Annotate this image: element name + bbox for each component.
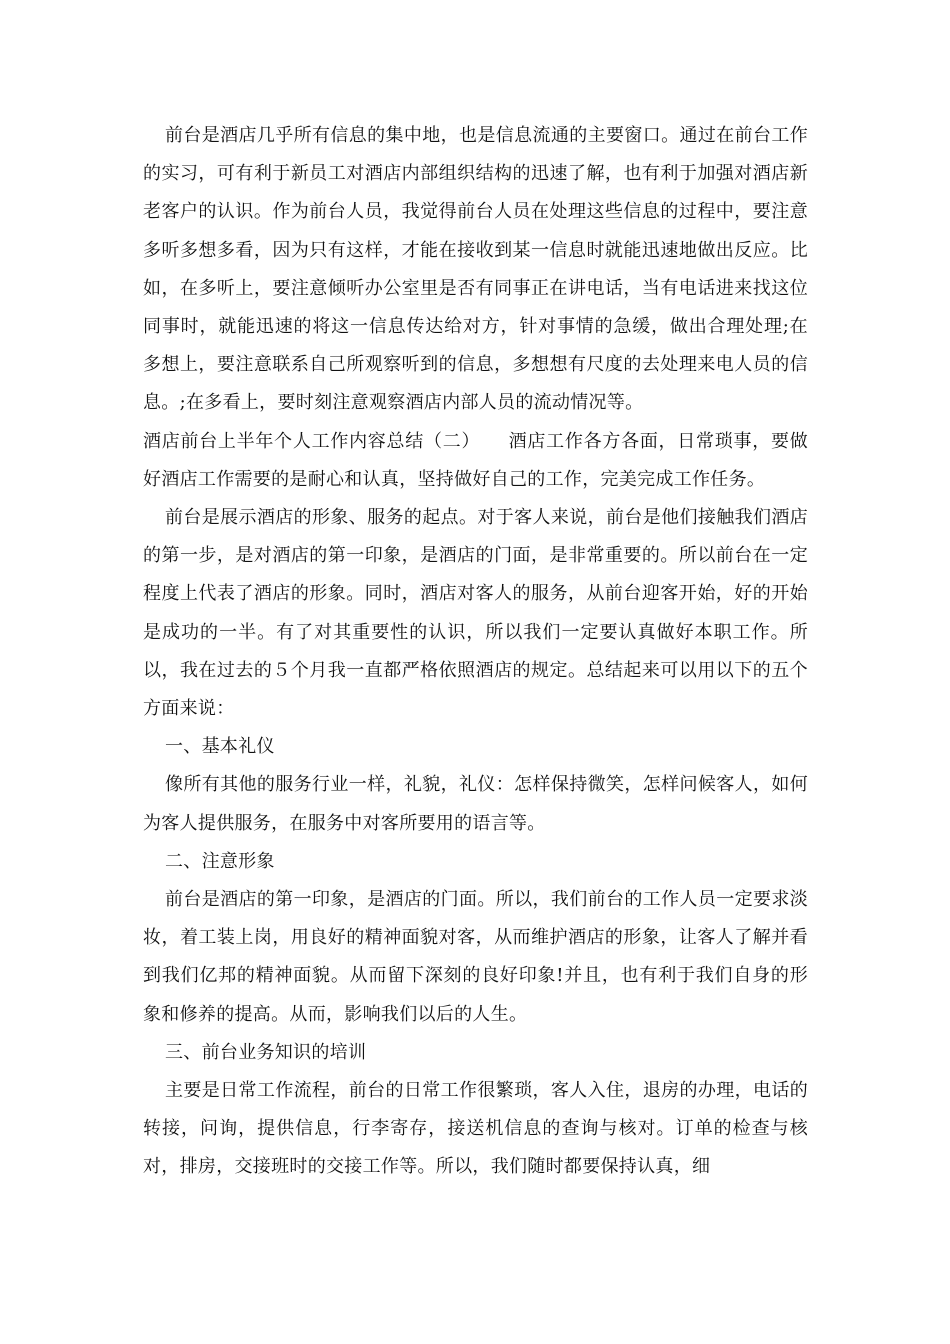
paragraph-appearance: 前台是酒店的第一印象，是酒店的门面。所以，我们前台的工作人员一定要求淡妆，着工装上岗，用良好的精神面貌对客，从而维护酒店的形象，让客人了解并看到我们亿邦的精神面貌。从而留下深刻的良好印象!并且，也有利于我们自身的形象和修养的提高。从而，影响我们以后的人生。	[143, 889, 808, 1025]
heading-appearance: 二、注意形象	[165, 850, 275, 872]
document-body	[143, 117, 808, 1187]
paragraph-business-training: 主要是日常工作流程，前台的日常工作很繁琐，客人入住，退房的办理，电话的转接，问询，提供信息，行李寄存，接送机信息的查询与核对。订单的检查与核对，排房，交接班时的交接工作等。所以，我们随时都要保持认真，细	[143, 1080, 808, 1178]
paragraph-basic-etiquette: 像所有其他的服务行业一样，礼貌，礼仪：怎样保持微笑，怎样问候客人，如何为客人提供服务，在服务中对客所要用的语言等。	[143, 774, 808, 834]
heading-business-training: 三、前台业务知识的培训	[165, 1041, 367, 1063]
paragraph-section-two-intro: 酒店前台上半年个人工作内容总结（二） 酒店工作各方各面，日常琐事，要做好酒店工作需要的是耐心和认真，坚持做好自己的工作，完美完成工作任务。	[143, 430, 808, 490]
paragraph-front-desk-image: 前台是展示酒店的形象、服务的起点。对于客人来说，前台是他们接触我们酒店的第一步，是对酒店的第一印象，是酒店的门面，是非常重要的。所以前台在一定程度上代表了酒店的形象。同时，酒店对客人的服务，从前台迎客开始，好的开始是成功的一半。有了对其重要性的认识，所以我们一定要认真做好本职工作。所以，我在过去的５个月我一直都严格依照酒店的规定。总结起来可以用以下的五个方面来说：	[143, 507, 808, 720]
paragraph-front-desk-info-hub: 前台是酒店几乎所有信息的集中地，也是信息流通的主要窗口。通过在前台工作的实习，可有利于新员工对酒店内部组织结构的迅速了解，也有利于加强对酒店新老客户的认识。作为前台人员，我觉得前台人员在处理这些信息的过程中，要注意多听多想多看，因为只有这样，才能在接收到某一信息时就能迅速地做出反应。比如，在多听上，要注意倾听办公室里是否有同事正在讲电话，当有电话进来找这位同事时，就能迅速的将这一信息传达给对方，针对事情的急缓，做出合理处理;在多想上，要注意联系自己所观察听到的信息，多想想有尺度的去处理来电人员的信息。;在多看上，要时刻注意观察酒店内部人员的流动情况等。	[143, 125, 808, 414]
heading-basic-etiquette: 一、基本礼仪	[165, 736, 275, 758]
